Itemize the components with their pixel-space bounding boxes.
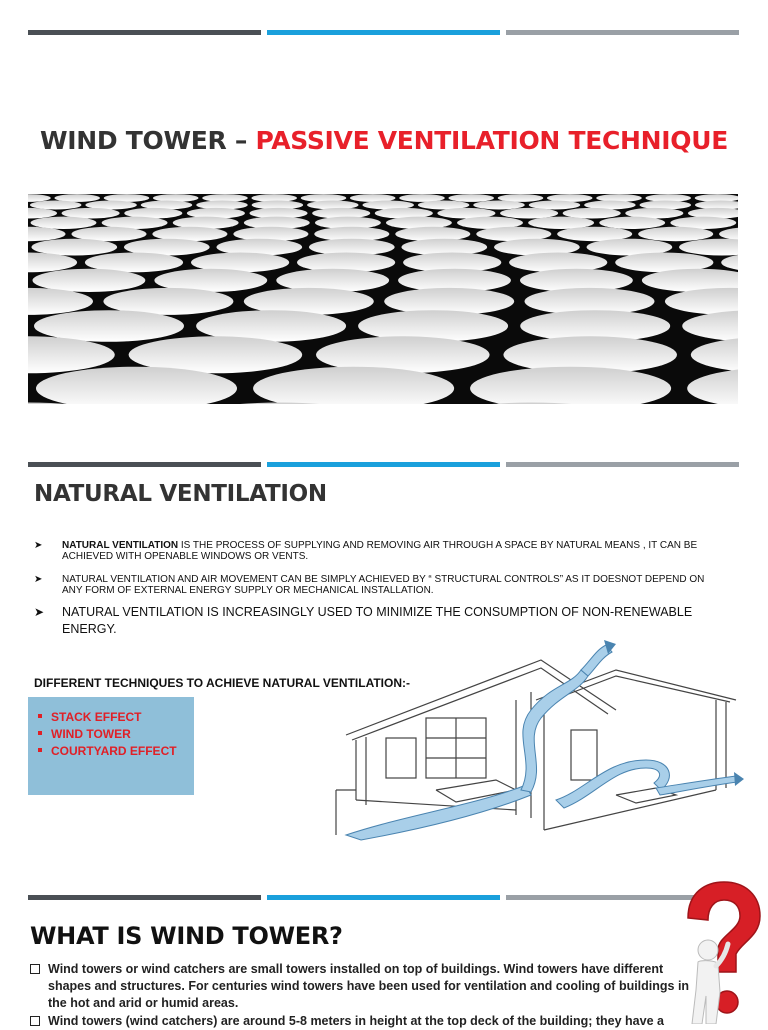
paragraph-text: Wind towers or wind catchers are small towers installed on top of buildings. Wind towers have different shapes and structures. For centuries wind towers have been used for ventilation and cooling of buildings in the hot and arid or humid areas.	[48, 962, 690, 1010]
arrow-bullet-icon: ➤	[34, 574, 43, 585]
disc	[448, 194, 494, 202]
bullet-text: IS THE PROCESS OF SUPPLYING AND REMOVING AIR THROUGH A SPACE BY NATURAL MEANS , IT CAN BE ACHIEVED WITH OPENABLE WINDOWS OR VENTS.	[62, 540, 698, 562]
checkbox-bullet-icon	[30, 1016, 40, 1026]
divider-bar-grey	[506, 30, 739, 35]
circles-pattern-image	[28, 194, 738, 404]
bullet-bold: NATURAL VENTILATION	[62, 540, 179, 551]
disc	[33, 269, 146, 292]
technique-item: WIND TOWER	[38, 726, 194, 743]
disc	[30, 201, 81, 210]
square-bullet-icon	[38, 748, 42, 752]
question-mark-figure-icon	[676, 880, 762, 1024]
slide-title	[0, 126, 768, 155]
techniques-box	[28, 697, 194, 795]
techniques-heading: DIFFERENT TECHNIQUES TO ACHIEVE NATURAL VENTILATION:-	[34, 676, 411, 690]
disc	[500, 208, 558, 219]
bullet-item	[34, 604, 694, 638]
divider-bar-blue	[267, 462, 500, 467]
house-ventilation-sketch	[316, 640, 756, 845]
technique-item: STACK EFFECT	[38, 709, 194, 726]
natural-ventilation-heading: NATURAL VENTILATION	[34, 481, 327, 507]
square-bullet-icon	[38, 731, 42, 735]
paragraph-text: Wind towers (wind catchers) are around 5-8 meters in height at the top deck of the building; they have a	[48, 1014, 664, 1028]
disc	[34, 310, 184, 342]
technique-item: COURTYARD EFFECT	[38, 743, 194, 760]
divider-bar-dark	[28, 462, 261, 467]
paragraph-item	[30, 1013, 690, 1030]
divider-bar-grey	[506, 462, 739, 467]
arrow-bullet-icon: ➤	[34, 605, 45, 619]
disc	[31, 217, 97, 229]
bullet-item	[34, 540, 724, 562]
divider-bar-blue	[267, 895, 500, 900]
bullet-text: NATURAL VENTILATION IS INCREASINGLY USED TO MINIMIZE THE CONSUMPTION OF NON-RENEWABLE ENERGY.	[62, 605, 693, 636]
arrow-bullet-icon: ➤	[34, 540, 43, 551]
what-is-wind-tower-heading: WHAT IS WIND TOWER?	[30, 922, 343, 950]
title-red-part: PASSIVE VENTILATION TECHNIQUE	[255, 126, 728, 155]
title-dark-part: WIND TOWER –	[39, 126, 256, 155]
bullet-text: NATURAL VENTILATION AND AIR MOVEMENT CAN BE SIMPLY ACHIEVED BY “ STRUCTURAL CONTROLS” AS IT DOESNOT DEPEND ON ANY FORM OF EXTERNAL ENERGY SUPPLY OR MECHANICAL INSTALLATION.	[62, 574, 705, 596]
divider-bar-blue	[267, 30, 500, 35]
square-bullet-icon	[38, 714, 42, 718]
bullet-item	[34, 574, 724, 596]
checkbox-bullet-icon	[30, 964, 40, 974]
disc	[638, 227, 713, 241]
disc	[32, 239, 118, 256]
disc	[473, 201, 524, 210]
divider-bar-dark	[28, 895, 261, 900]
divider-bar-dark	[28, 30, 261, 35]
disc	[563, 208, 621, 219]
disc	[599, 217, 665, 229]
paragraph-item	[30, 961, 690, 1012]
